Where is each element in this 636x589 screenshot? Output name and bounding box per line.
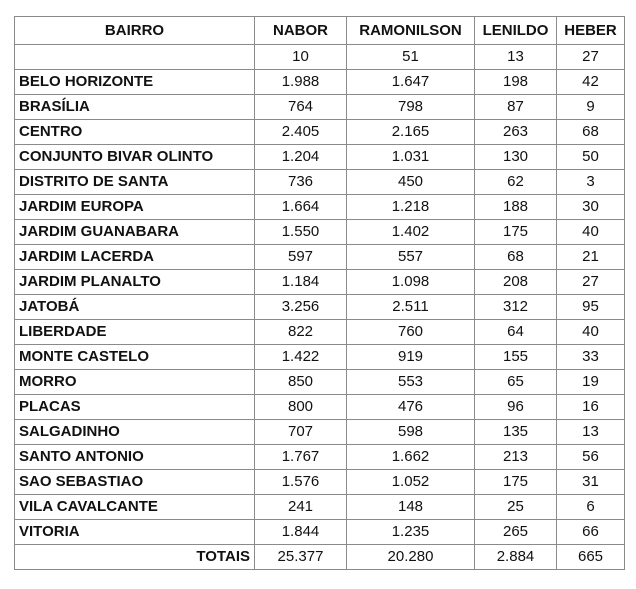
votes-heber-cell: 42 <box>557 70 625 95</box>
candidate-number-ramonilson: 51 <box>347 45 475 70</box>
table-row <box>15 95 625 120</box>
votes-lenildo-cell: 155 <box>475 345 557 370</box>
votes-ramonilson-cell: 1.402 <box>347 220 475 245</box>
table-row <box>15 395 625 420</box>
votes-lenildo-cell: 87 <box>475 95 557 120</box>
votes-lenildo-cell: 68 <box>475 245 557 270</box>
votes-heber-cell: 16 <box>557 395 625 420</box>
column-header-lenildo: LENILDO <box>475 17 557 45</box>
bairro-name-cell: SAO SEBASTIAO <box>15 470 255 495</box>
table-row <box>15 220 625 245</box>
bairro-name-cell: JARDIM EUROPA <box>15 195 255 220</box>
votes-nabor-cell: 822 <box>255 320 347 345</box>
votes-nabor-cell: 1.767 <box>255 445 347 470</box>
votes-lenildo-cell: 96 <box>475 395 557 420</box>
votes-heber-cell: 56 <box>557 445 625 470</box>
candidate-number-lenildo: 13 <box>475 45 557 70</box>
bairro-name-cell: JATOBÁ <box>15 295 255 320</box>
bairro-name-cell: DISTRITO DE SANTA <box>15 170 255 195</box>
candidate-number-nabor: 10 <box>255 45 347 70</box>
bairro-name-cell: SANTO ANTONIO <box>15 445 255 470</box>
candidate-number-heber: 27 <box>557 45 625 70</box>
bairro-name-cell: MONTE CASTELO <box>15 345 255 370</box>
votes-lenildo-cell: 213 <box>475 445 557 470</box>
votes-lenildo-cell: 65 <box>475 370 557 395</box>
votes-nabor-cell: 2.405 <box>255 120 347 145</box>
table-row <box>15 170 625 195</box>
votes-lenildo-cell: 208 <box>475 270 557 295</box>
votes-heber-cell: 19 <box>557 370 625 395</box>
table-row <box>15 245 625 270</box>
votes-heber-cell: 95 <box>557 295 625 320</box>
table-row <box>15 470 625 495</box>
total-lenildo: 2.884 <box>475 545 557 570</box>
votes-ramonilson-cell: 598 <box>347 420 475 445</box>
column-header-heber: HEBER <box>557 17 625 45</box>
bairro-name-cell: VILA CAVALCANTE <box>15 495 255 520</box>
bairro-name-cell: BRASÍLIA <box>15 95 255 120</box>
table-row <box>15 495 625 520</box>
votes-ramonilson-cell: 450 <box>347 170 475 195</box>
votes-nabor-cell: 597 <box>255 245 347 270</box>
votes-heber-cell: 6 <box>557 495 625 520</box>
table-row <box>15 145 625 170</box>
votes-heber-cell: 40 <box>557 320 625 345</box>
votes-heber-cell: 66 <box>557 520 625 545</box>
votes-heber-cell: 40 <box>557 220 625 245</box>
votes-ramonilson-cell: 1.235 <box>347 520 475 545</box>
votes-nabor-cell: 1.422 <box>255 345 347 370</box>
votes-ramonilson-cell: 557 <box>347 245 475 270</box>
votes-ramonilson-cell: 1.218 <box>347 195 475 220</box>
table-row <box>15 70 625 95</box>
empty-cell <box>15 45 255 70</box>
votes-lenildo-cell: 175 <box>475 220 557 245</box>
total-ramonilson: 20.280 <box>347 545 475 570</box>
table-row <box>15 420 625 445</box>
bairro-name-cell: BELO HORIZONTE <box>15 70 255 95</box>
votes-nabor-cell: 1.204 <box>255 145 347 170</box>
votes-nabor-cell: 1.576 <box>255 470 347 495</box>
votes-ramonilson-cell: 1.052 <box>347 470 475 495</box>
column-header-nabor: NABOR <box>255 17 347 45</box>
votes-heber-cell: 13 <box>557 420 625 445</box>
votes-nabor-cell: 736 <box>255 170 347 195</box>
votes-heber-cell: 21 <box>557 245 625 270</box>
header-row <box>15 17 625 45</box>
votes-heber-cell: 50 <box>557 145 625 170</box>
table-row <box>15 345 625 370</box>
table-row <box>15 520 625 545</box>
votes-heber-cell: 3 <box>557 170 625 195</box>
votes-heber-cell: 30 <box>557 195 625 220</box>
votes-nabor-cell: 1.184 <box>255 270 347 295</box>
votes-lenildo-cell: 263 <box>475 120 557 145</box>
votes-ramonilson-cell: 553 <box>347 370 475 395</box>
votes-heber-cell: 68 <box>557 120 625 145</box>
votes-nabor-cell: 1.550 <box>255 220 347 245</box>
bairro-name-cell: LIBERDADE <box>15 320 255 345</box>
votes-nabor-cell: 1.988 <box>255 70 347 95</box>
bairro-name-cell: CONJUNTO BIVAR OLINTO <box>15 145 255 170</box>
votes-ramonilson-cell: 2.511 <box>347 295 475 320</box>
votes-nabor-cell: 800 <box>255 395 347 420</box>
total-heber: 665 <box>557 545 625 570</box>
votes-lenildo-cell: 312 <box>475 295 557 320</box>
votes-ramonilson-cell: 798 <box>347 95 475 120</box>
votes-lenildo-cell: 64 <box>475 320 557 345</box>
votes-ramonilson-cell: 919 <box>347 345 475 370</box>
bairro-name-cell: JARDIM PLANALTO <box>15 270 255 295</box>
bairro-name-cell: PLACAS <box>15 395 255 420</box>
bairro-name-cell: JARDIM GUANABARA <box>15 220 255 245</box>
votes-heber-cell: 9 <box>557 95 625 120</box>
votes-ramonilson-cell: 1.662 <box>347 445 475 470</box>
votes-heber-cell: 27 <box>557 270 625 295</box>
votes-ramonilson-cell: 760 <box>347 320 475 345</box>
column-header-bairro: BAIRRO <box>15 17 255 45</box>
table-row <box>15 445 625 470</box>
column-header-ramonilson: RAMONILSON <box>347 17 475 45</box>
votes-lenildo-cell: 188 <box>475 195 557 220</box>
bairro-name-cell: JARDIM LACERDA <box>15 245 255 270</box>
table-row <box>15 295 625 320</box>
votes-ramonilson-cell: 1.647 <box>347 70 475 95</box>
bairro-name-cell: CENTRO <box>15 120 255 145</box>
votes-lenildo-cell: 130 <box>475 145 557 170</box>
candidate-number-row <box>15 45 625 70</box>
votes-nabor-cell: 1.844 <box>255 520 347 545</box>
votes-ramonilson-cell: 476 <box>347 395 475 420</box>
total-nabor: 25.377 <box>255 545 347 570</box>
votes-nabor-cell: 1.664 <box>255 195 347 220</box>
table-row <box>15 195 625 220</box>
votes-lenildo-cell: 135 <box>475 420 557 445</box>
table-row <box>15 120 625 145</box>
votes-heber-cell: 33 <box>557 345 625 370</box>
bairro-name-cell: VITORIA <box>15 520 255 545</box>
votes-nabor-cell: 3.256 <box>255 295 347 320</box>
table-row <box>15 270 625 295</box>
table-body <box>15 45 625 545</box>
votes-nabor-cell: 764 <box>255 95 347 120</box>
bairro-name-cell: SALGADINHO <box>15 420 255 445</box>
votes-nabor-cell: 850 <box>255 370 347 395</box>
votes-lenildo-cell: 25 <box>475 495 557 520</box>
votes-nabor-cell: 241 <box>255 495 347 520</box>
totals-label: TOTAIS <box>15 545 255 570</box>
results-table <box>14 16 625 570</box>
votes-ramonilson-cell: 2.165 <box>347 120 475 145</box>
votes-lenildo-cell: 198 <box>475 70 557 95</box>
votes-ramonilson-cell: 1.031 <box>347 145 475 170</box>
votes-lenildo-cell: 265 <box>475 520 557 545</box>
votes-lenildo-cell: 62 <box>475 170 557 195</box>
table-row <box>15 320 625 345</box>
table-row <box>15 370 625 395</box>
votes-heber-cell: 31 <box>557 470 625 495</box>
totals-row <box>15 545 625 570</box>
votes-nabor-cell: 707 <box>255 420 347 445</box>
votes-ramonilson-cell: 148 <box>347 495 475 520</box>
votes-lenildo-cell: 175 <box>475 470 557 495</box>
bairro-name-cell: MORRO <box>15 370 255 395</box>
votes-ramonilson-cell: 1.098 <box>347 270 475 295</box>
